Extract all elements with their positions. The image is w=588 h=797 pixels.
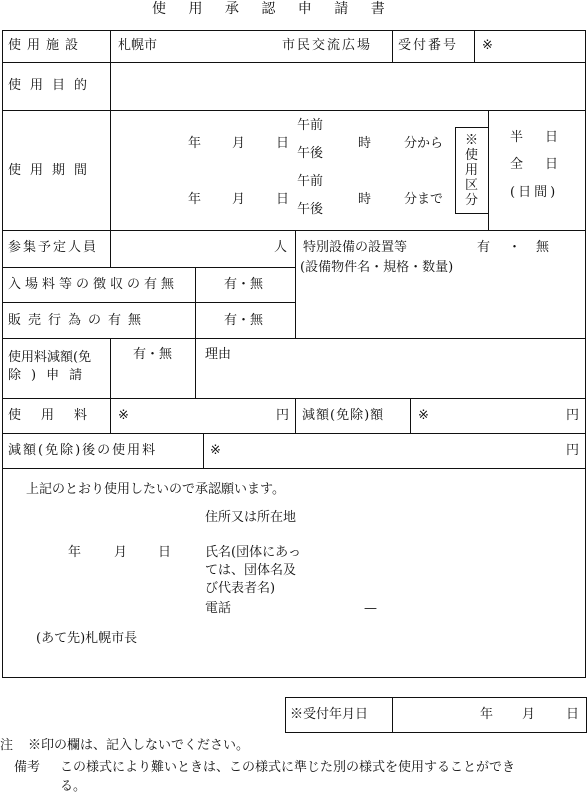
special-no: 無 (536, 240, 550, 255)
start-year-unit: 年 (188, 136, 202, 151)
remark-text-2: る。 (60, 779, 87, 794)
reduction-choice[interactable]: 有・無 (133, 347, 173, 362)
form-title: 使 用 承 認 申 請 書 (152, 1, 394, 17)
addressee: (あて先)札幌市長 (36, 631, 138, 646)
attendees-field[interactable] (112, 232, 293, 265)
receipt-day-unit: 日 (566, 707, 580, 722)
label-special-equipment: 特別設備の設置等 (303, 240, 408, 255)
label-reduction-2: 除)申請 (8, 368, 93, 383)
remark-label: 備考 (14, 760, 41, 775)
special-dot: ・ (508, 240, 522, 255)
name-label-1: 氏名(団体にあっ (205, 545, 301, 560)
label-usage-fee: 使用料 (8, 408, 108, 423)
reduced-amount-yen: 円 (566, 408, 580, 423)
end-am: 午前 (297, 174, 324, 189)
remark-text-1: この様式により難いときは、この様式に準じた別の様式を使用することができ (60, 760, 516, 775)
end-hour-unit: 時 (358, 192, 372, 207)
date-year-unit: 年 (68, 545, 82, 560)
phone-label: 電話 (205, 601, 232, 616)
start-month-unit: 月 (232, 136, 246, 151)
start-hour-unit: 時 (358, 136, 372, 151)
label-receipt-number: 受付番号 (398, 38, 459, 53)
start-day-unit: 日 (276, 136, 290, 151)
start-from: 分から (404, 136, 444, 151)
special-note: (設備物件名・規格・数量) (300, 260, 454, 275)
end-to: 分まで (404, 192, 444, 207)
end-month-unit: 月 (232, 192, 246, 207)
entrance-fee-choice[interactable]: 有・無 (224, 277, 264, 292)
sales-choice[interactable]: 有・無 (224, 313, 264, 328)
label-reduced-amount: 減額(免除)額 (302, 408, 385, 423)
reduced-amount-mark: ※ (418, 408, 429, 423)
label-period: 使用期間 (8, 163, 97, 178)
end-pm: 午後 (297, 202, 324, 217)
usage-fee-yen: 円 (276, 408, 290, 423)
phone-dash: — (364, 601, 377, 616)
usage-fee-mark: ※ (118, 408, 129, 423)
receipt-date-label: ※受付年月日 (290, 707, 369, 722)
label-entrance-fee: 入場料等の徴収の有無 (8, 277, 179, 292)
label-usage-class: ※使用区分 (465, 133, 479, 208)
application-statement: 上記のとおり使用したいので承認願います。 (26, 482, 285, 497)
fee-after-yen: 円 (566, 443, 580, 458)
name-label-2: ては、団体名及 (205, 563, 297, 578)
facility-place: 市民交流広場 (282, 38, 373, 53)
note-text: ※印の欄は、記入しないでください。 (28, 738, 250, 753)
label-sales: 販売行為の有無 (8, 313, 149, 328)
receipt-year-unit: 年 (480, 707, 494, 722)
special-equipment-field[interactable] (297, 280, 584, 336)
label-facility: 使用施設 (8, 38, 85, 53)
receipt-month-unit: 月 (522, 707, 536, 722)
start-am: 午前 (297, 118, 324, 133)
date-month-unit: 月 (114, 545, 128, 560)
end-year-unit: 年 (188, 192, 202, 207)
label-attendees: 参集予定人員 (8, 240, 99, 255)
receipt-number-mark: ※ (482, 38, 493, 53)
half-day: 半日 (510, 130, 581, 145)
facility-city: 札幌市 (118, 38, 158, 53)
attendees-unit: 人 (274, 240, 288, 255)
note-label: 注 (0, 738, 14, 753)
date-day-unit: 日 (158, 545, 172, 560)
purpose-field[interactable] (112, 64, 584, 108)
period-field[interactable] (112, 112, 453, 228)
full-day: 全日 (510, 157, 581, 172)
fee-after-mark: ※ (210, 443, 221, 458)
special-yes: 有 (477, 240, 491, 255)
label-fee-after-reduction: 減額(免除)後の使用料 (8, 443, 158, 458)
days-count: (日間) (510, 185, 559, 200)
name-label-3: び代表者名) (205, 581, 276, 596)
end-day-unit: 日 (276, 192, 290, 207)
label-purpose: 使用目的 (8, 78, 97, 93)
reduction-reason-label: 理由 (205, 347, 232, 362)
start-pm: 午後 (297, 146, 324, 161)
reduction-reason-field[interactable] (197, 365, 584, 396)
address-label: 住所又は所在地 (205, 510, 297, 525)
label-reduction-1: 使用料減額(免 (8, 350, 92, 365)
